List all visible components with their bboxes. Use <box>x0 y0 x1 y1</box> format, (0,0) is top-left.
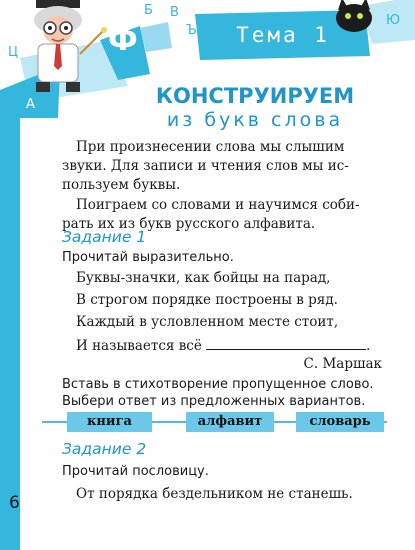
letter-icon: А <box>26 97 35 112</box>
lesson-subtitle: из букв слова <box>166 109 344 131</box>
letter-icon: Ю <box>386 13 401 28</box>
proverb-text: От порядка бездельником не станешь. <box>76 486 353 502</box>
text-line: звуки. Для записи и чтения слов мы ис- <box>62 158 349 174</box>
letter-icon: Ъ <box>186 23 197 38</box>
task-2-heading: Задание 2 <box>62 440 147 458</box>
task-1-instruction <box>62 376 384 410</box>
theme-label: Тема 1 <box>236 23 330 47</box>
answer-blank[interactable] <box>206 336 366 350</box>
text-line: Поиграем со словами и научимся соби- <box>76 197 360 213</box>
text-line: При произнесении слова мы слышим <box>76 139 345 155</box>
text-line: рать их из букв русского алфавита. <box>62 216 316 232</box>
blue-shard <box>140 22 172 52</box>
text-line: пользуем буквы. <box>62 177 181 193</box>
lesson-title: КОНСТРУИРУЕМ <box>155 84 355 108</box>
task-1-prompt: Прочитай выразительно. <box>62 250 234 265</box>
intro-paragraph-1 <box>62 138 382 195</box>
verse-line: Каждый в условленном месте стоит, <box>76 314 339 330</box>
verse-line-with-blank <box>76 336 370 354</box>
answer-options <box>42 412 387 432</box>
verse-author: С. Маршак <box>303 356 382 372</box>
sidebar-strip <box>0 118 20 550</box>
letter-icon: Б <box>144 3 153 18</box>
option-button[interactable]: словарь <box>296 412 384 432</box>
text-line: Выбери ответ из предложенных вариантов. <box>62 394 366 409</box>
letter-icon: В <box>170 5 179 20</box>
task-2-prompt: Прочитай пословицу. <box>62 464 209 479</box>
verse-end: . <box>366 338 371 354</box>
verse-line: Буквы-значки, как бойцы на парад, <box>76 270 331 286</box>
verse-line: В строгом порядке построены в ряд. <box>76 292 338 308</box>
letter-icon: Ц <box>8 45 19 60</box>
text-line: Вставь в стихотворение пропущенное слово. <box>62 377 374 392</box>
page-number: 6 <box>9 493 20 513</box>
option-button[interactable]: книга <box>67 412 152 432</box>
task-1-heading: Задание 1 <box>62 228 147 246</box>
option-button[interactable]: алфавит <box>186 412 274 432</box>
verse-text: И называется всё <box>76 338 202 354</box>
letter-icon: Ф <box>108 23 138 58</box>
